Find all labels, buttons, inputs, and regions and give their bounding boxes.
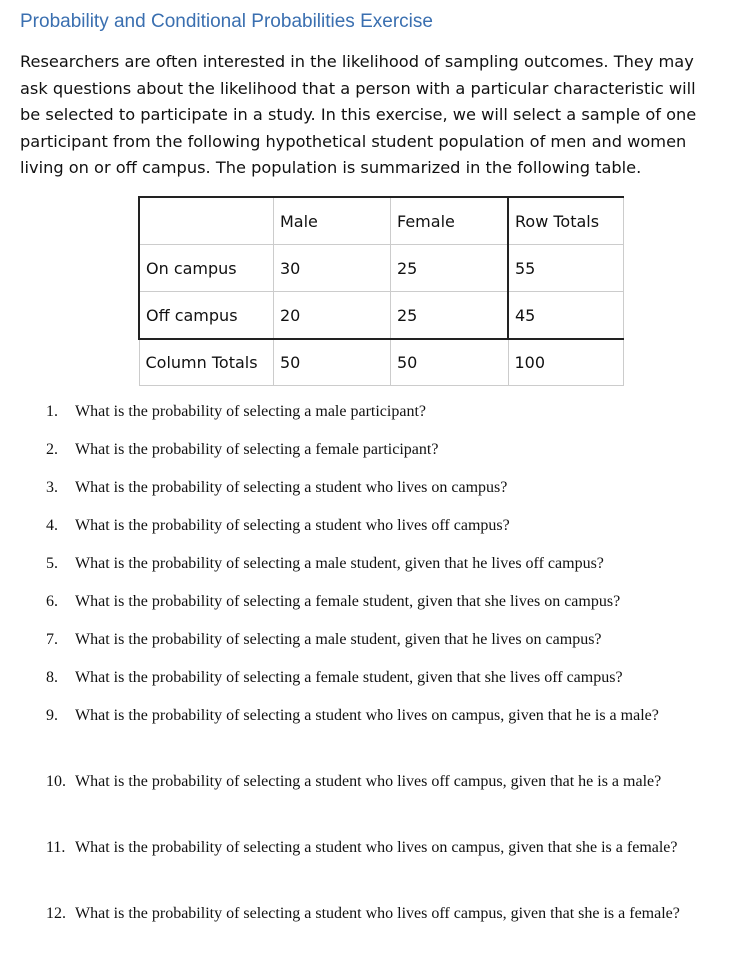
table-row-off-campus <box>139 292 624 340</box>
question-item <box>46 512 721 550</box>
question-item <box>46 398 721 436</box>
table-header-row <box>139 197 624 245</box>
question-text: What is the probability of selecting a student who lives off campus? <box>75 517 510 534</box>
page-title: Probability and Conditional Probabilities Exercise <box>20 11 433 32</box>
question-text: What is the probability of selecting a student who lives on campus, given that she is a female? <box>75 839 678 856</box>
question-text: What is the probability of selecting a female student, given that she lives off campus? <box>75 669 623 686</box>
question-text: What is the probability of selecting a student who lives on campus, given that he is a male? <box>75 707 659 724</box>
question-text: What is the probability of selecting a student who lives off campus, given that he is a male? <box>75 773 662 790</box>
table-cell: 20 <box>274 292 391 340</box>
question-text: What is the probability of selecting a student who lives off campus, given that she is a female? <box>75 905 680 922</box>
table-cell: 50 <box>391 339 509 386</box>
intro-line: living on or off campus. The population is summarized in the following table. <box>20 158 642 177</box>
intro-line: participant from the following hypothetical student population of men and women <box>20 131 687 151</box>
table-cell: 25 <box>391 292 509 340</box>
table-row-on-campus <box>139 245 624 292</box>
question-item <box>46 436 721 474</box>
question-number: 7. <box>46 631 58 648</box>
question-item <box>46 900 721 966</box>
table-row-column-totals <box>139 339 624 386</box>
header-row-totals: Row Totals <box>508 197 624 245</box>
question-item <box>46 768 721 834</box>
question-number: 1. <box>46 403 58 420</box>
question-list <box>46 398 721 966</box>
row-label: On campus <box>139 245 274 292</box>
question-number: 9. <box>46 707 58 724</box>
table-corner-cell <box>139 197 274 245</box>
question-item <box>46 834 721 900</box>
population-table <box>138 196 624 386</box>
intro-line: be selected to participate in a study. In this exercise, we will select a sample of one <box>20 105 697 124</box>
question-number: 4. <box>46 517 58 534</box>
question-number: 10. <box>46 773 66 790</box>
question-number: 8. <box>46 669 58 686</box>
question-text: What is the probability of selecting a male student, given that he lives off campus? <box>75 555 604 572</box>
question-item <box>46 702 721 768</box>
question-text: What is the probability of selecting a male student, given that he lives on campus? <box>75 631 602 648</box>
question-item <box>46 588 721 626</box>
question-number: 11. <box>46 839 66 856</box>
question-number: 3. <box>46 479 58 496</box>
question-text: What is the probability of selecting a female student, given that she lives on campus? <box>75 593 621 610</box>
question-number: 6. <box>46 593 58 610</box>
row-label: Off campus <box>139 292 274 340</box>
header-female: Female <box>391 197 509 245</box>
intro-line: Researchers are often interested in the likelihood of sampling outcomes. They may <box>20 52 694 71</box>
table-cell: 25 <box>391 245 509 292</box>
question-text: What is the probability of selecting a male participant? <box>75 403 426 420</box>
question-number: 2. <box>46 441 58 458</box>
question-item <box>46 626 721 664</box>
header-male: Male <box>274 197 391 245</box>
question-item <box>46 664 721 702</box>
table-cell: 45 <box>508 292 624 340</box>
question-text: What is the probability of selecting a female participant? <box>75 441 439 458</box>
table-cell: 100 <box>508 339 624 386</box>
question-text: What is the probability of selecting a student who lives on campus? <box>75 479 508 496</box>
table-cell: 30 <box>274 245 391 292</box>
intro-paragraph <box>20 49 732 182</box>
question-item <box>46 550 721 588</box>
question-number: 5. <box>46 555 58 572</box>
row-label: Column Totals <box>139 339 274 386</box>
question-item <box>46 474 721 512</box>
table-cell: 50 <box>274 339 391 386</box>
intro-line: ask questions about the likelihood that a person with a particular characteristic will <box>20 78 696 98</box>
table-cell: 55 <box>508 245 624 292</box>
question-number: 12. <box>46 905 66 922</box>
